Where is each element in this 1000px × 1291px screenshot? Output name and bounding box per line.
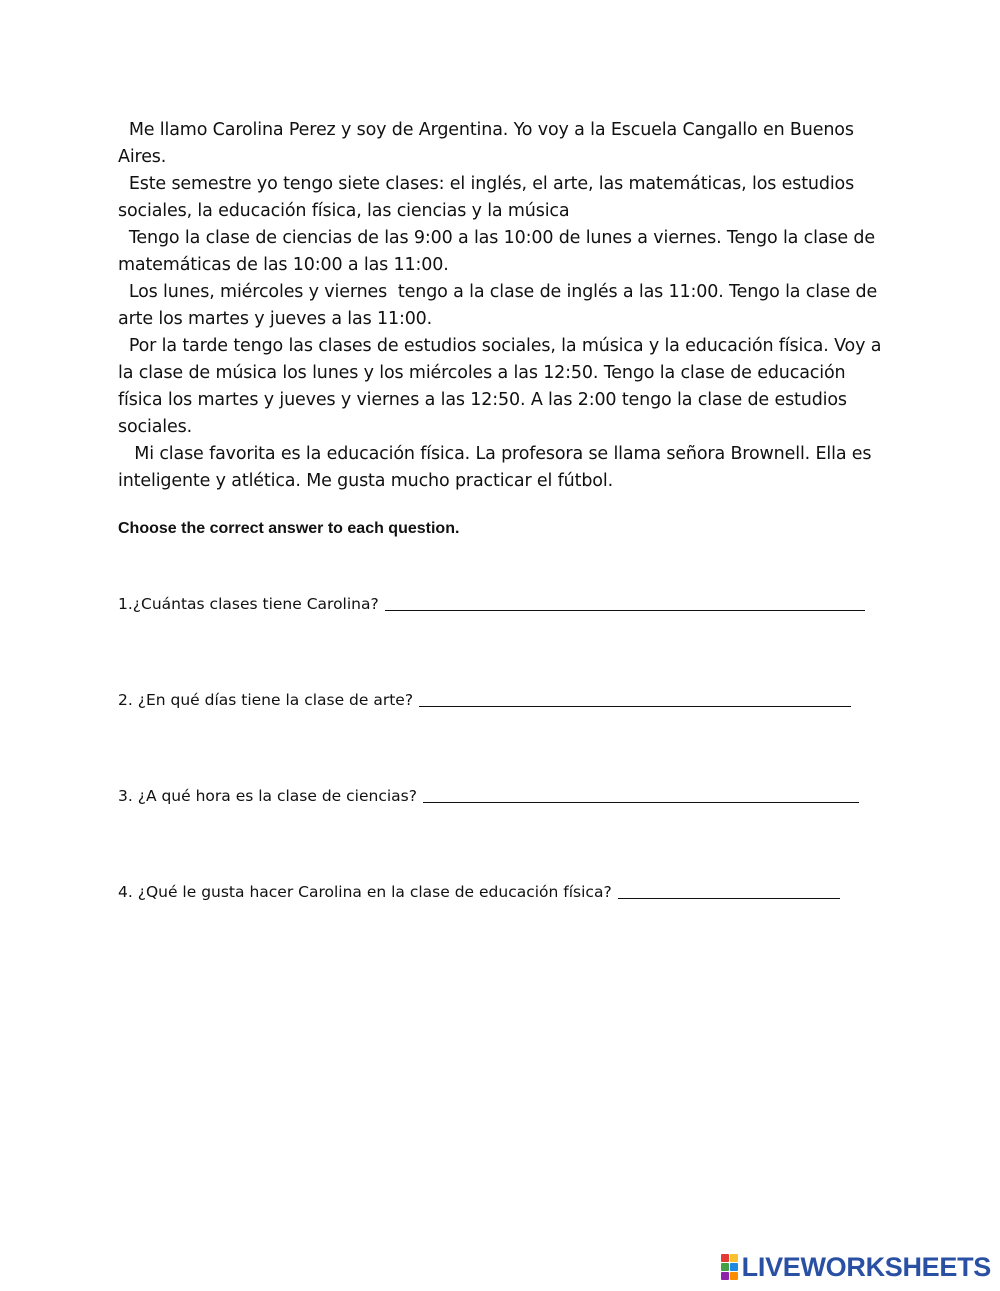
- logo-square-icon: [721, 1254, 729, 1262]
- liveworksheets-icon: [721, 1254, 738, 1280]
- answer-field[interactable]: [423, 784, 859, 803]
- question-2: [118, 686, 851, 710]
- logo-square-icon: [730, 1263, 738, 1271]
- question-text: 4. ¿Qué le gusta hacer Carolina en la clase de educación física?: [118, 883, 612, 901]
- logo-square-icon: [730, 1272, 738, 1280]
- question-3: [118, 782, 859, 806]
- reading-paragraph: Mi clase favorita es la educación física. La profesora se llama señora Brownell. Ella es inteligente y atlética. Me gusta mucho practicar el fútbol.: [118, 444, 877, 491]
- reading-paragraph: Me llamo Carolina Perez y soy de Argentina. Yo voy a la Escuela Cangallo en Buenos Aires.: [118, 120, 860, 167]
- question-text: 1.¿Cuántas clases tiene Carolina?: [118, 595, 379, 613]
- reading-paragraph: Por la tarde tengo las clases de estudios sociales, la música y la educación física. Voy a la clase de música los lunes y los miércoles a las 12:50. Tengo la clase de educación física los martes y jueves y viernes a las 12:50. A las 2:00 tengo la clase de estudios sociales.: [118, 336, 887, 437]
- reading-paragraph: Tengo la clase de ciencias de las 9:00 a las 10:00 de lunes a viernes. Tengo la clase de matemáticas de las 10:00 a las 11:00.: [118, 228, 881, 275]
- question-text: 2. ¿En qué días tiene la clase de arte?: [118, 691, 414, 709]
- answer-field[interactable]: [618, 880, 840, 899]
- question-1: [118, 590, 865, 614]
- brand-name: LIVEWORKSHEETS: [741, 1251, 991, 1282]
- reading-paragraph: Los lunes, miércoles y viernes tengo a la clase de inglés a las 11:00. Tengo la clase de arte los martes y jueves a las 11:00.: [118, 282, 883, 329]
- question-4: [118, 878, 840, 902]
- reading-paragraph: Este semestre yo tengo siete clases: el inglés, el arte, las matemáticas, los estudios sociales, la educación física, las ciencias y la música: [118, 174, 860, 221]
- logo-square-icon: [721, 1263, 729, 1271]
- logo-square-icon: [730, 1254, 738, 1262]
- question-text: 3. ¿A qué hora es la clase de ciencias?: [118, 787, 417, 805]
- answer-field[interactable]: [385, 592, 865, 611]
- answer-field[interactable]: [419, 688, 851, 707]
- logo-square-icon: [721, 1272, 729, 1280]
- reading-passage: [118, 117, 893, 495]
- liveworksheets-logo: [721, 1251, 991, 1283]
- instructions-heading: Choose the correct answer to each question.: [118, 520, 460, 537]
